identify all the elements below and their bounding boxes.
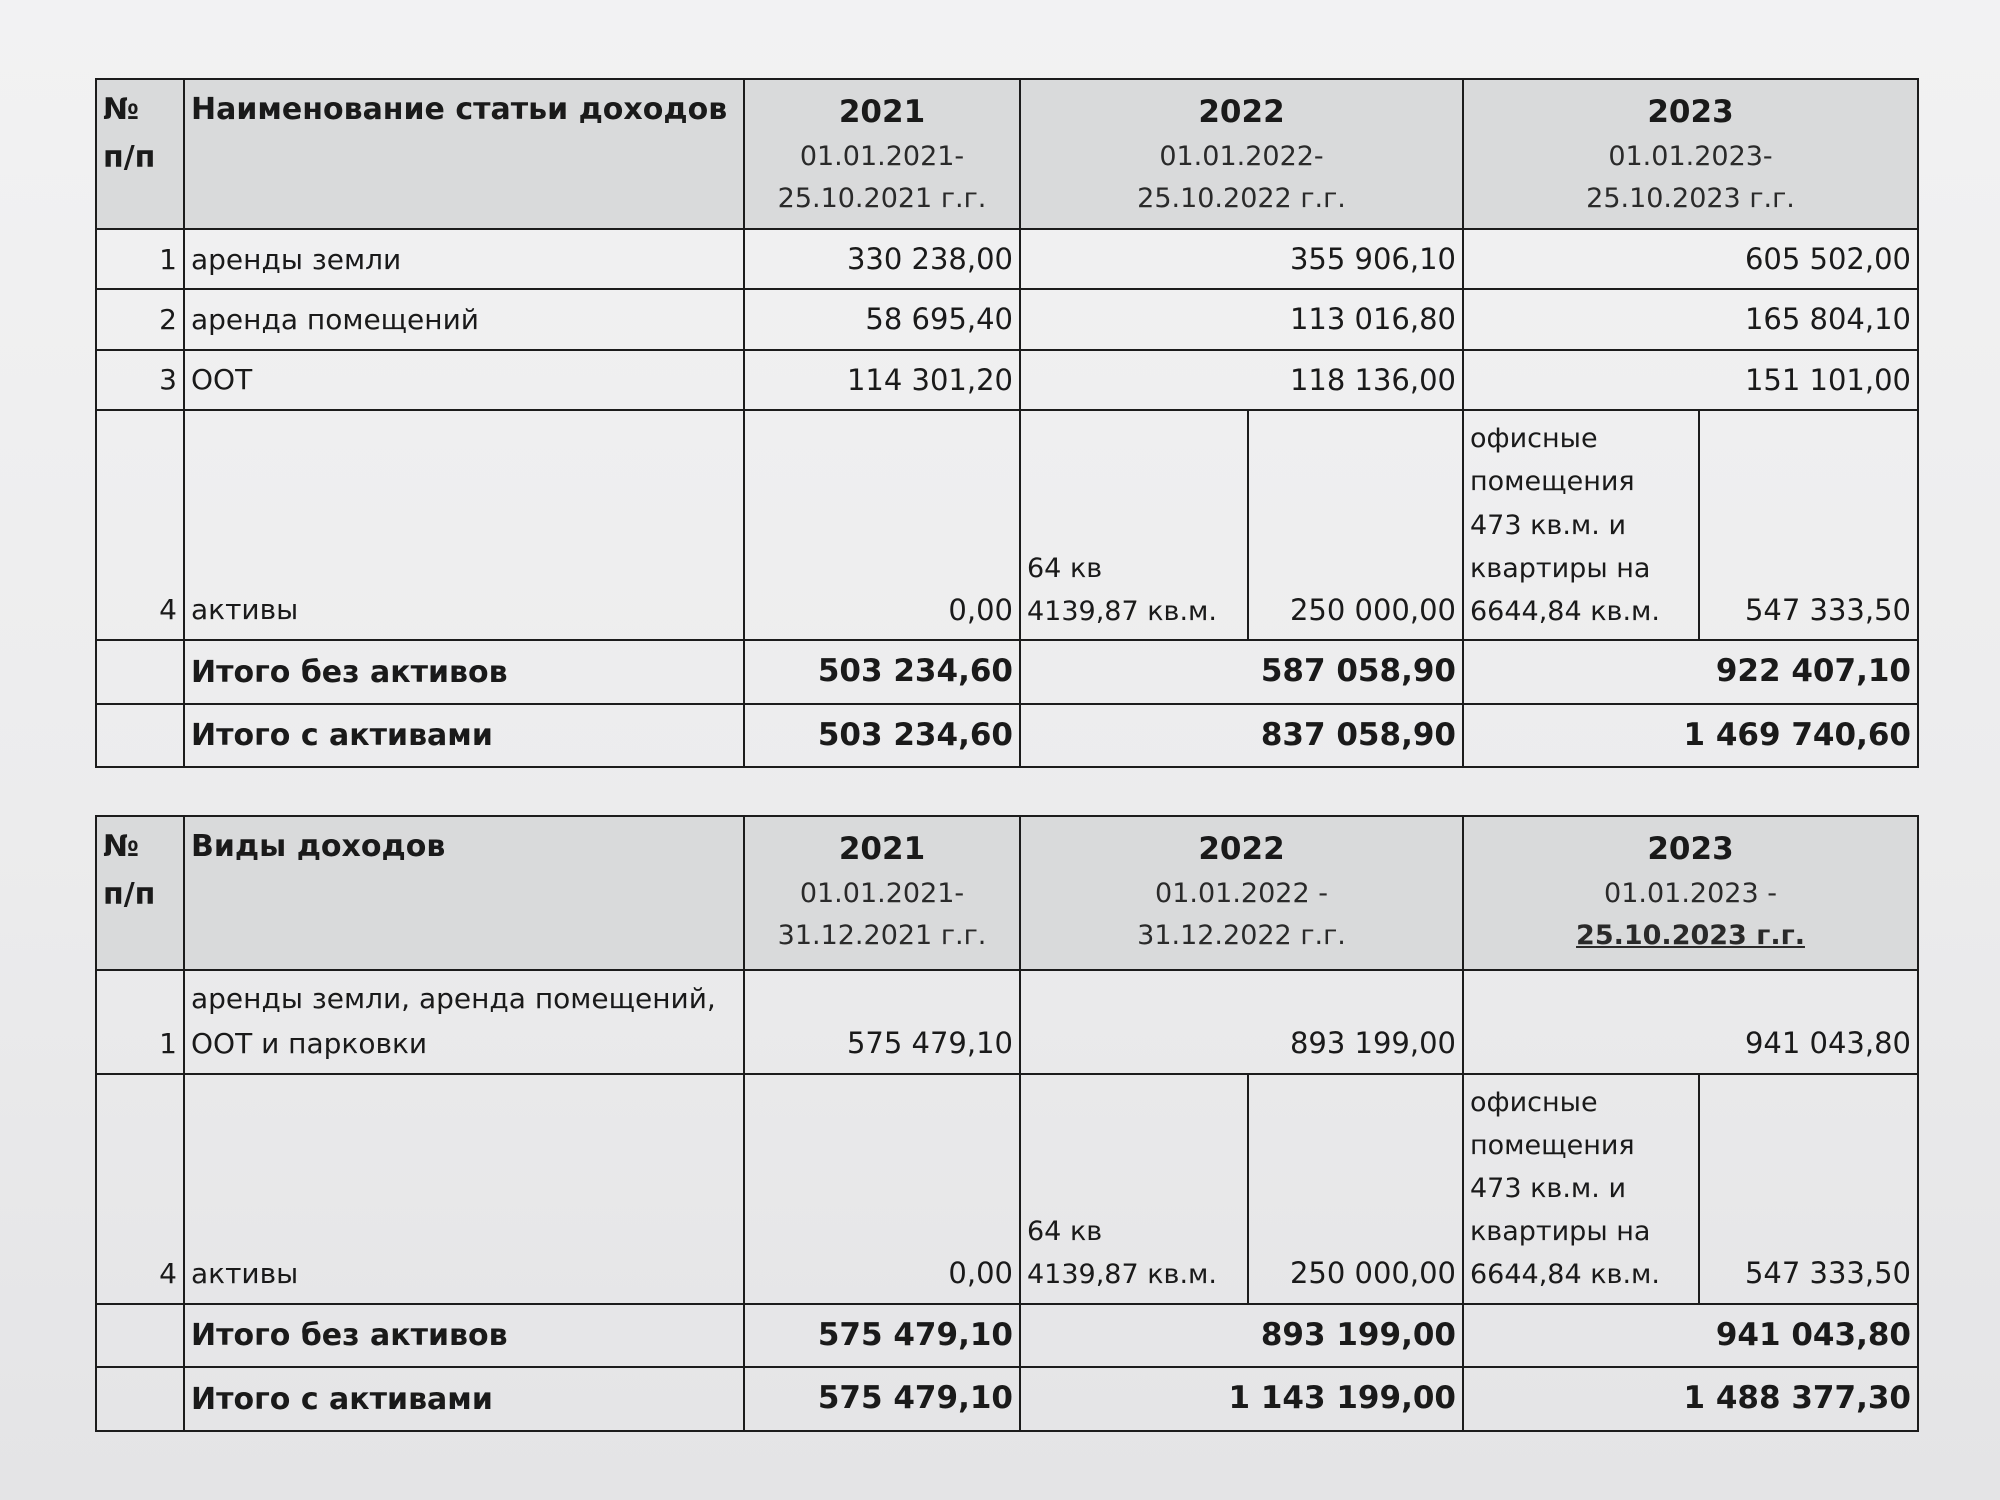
value-2021: 58 695,40 (744, 289, 1020, 349)
income-types-table (95, 815, 1919, 1432)
number-column-header (96, 79, 184, 229)
year-label: 2021 (838, 94, 926, 130)
value-2023: 941 043,80 (1463, 1304, 1918, 1368)
year-2022-header (1020, 79, 1463, 229)
total-with-assets-row (96, 704, 1918, 768)
period-from: 01.01.2023 - (1604, 878, 1777, 910)
value-2023: 1 488 377,30 (1463, 1367, 1918, 1431)
row-name: активы (184, 410, 744, 640)
assets-row (96, 410, 1918, 640)
value-2021: 114 301,20 (744, 350, 1020, 410)
year-label: 2022 (1198, 94, 1285, 130)
row-number: 4 (96, 410, 184, 640)
value-2022: 1 143 199,00 (1020, 1367, 1463, 1431)
value-2023: 605 502,00 (1463, 229, 1918, 289)
table-header-row (96, 816, 1918, 970)
value-2021: 575 479,10 (744, 1367, 1020, 1431)
period-from: 01.01.2023- (1608, 141, 1773, 173)
value-2022: 250 000,00 (1248, 1074, 1463, 1304)
year-2021-header (744, 79, 1020, 229)
empty-cell (96, 1304, 184, 1368)
value-2023: 941 043,80 (1463, 970, 1918, 1074)
year-2021-header (744, 816, 1020, 970)
empty-cell (96, 704, 184, 768)
total-label: Итого с активами (184, 1367, 744, 1431)
value-2022: 587 058,90 (1020, 640, 1463, 704)
number-abbrev: п/п (103, 140, 156, 175)
value-2022: 837 058,90 (1020, 704, 1463, 768)
total-label: Итого без активов (184, 640, 744, 704)
value-2023: 547 333,50 (1699, 1074, 1918, 1304)
row-number: 1 (96, 970, 184, 1074)
assets-description-2022: 64 кв 4139,87 кв.м. (1020, 410, 1248, 640)
assets-row (96, 1074, 1918, 1304)
value-2022: 118 136,00 (1020, 350, 1463, 410)
assets-description-2023: офисные помещения 473 кв.м. и квартиры на 6644,84 кв.м. (1463, 410, 1699, 640)
year-2023-header (1463, 816, 1918, 970)
row-name: активы (184, 1074, 744, 1304)
period-to: 25.10.2023 г.г. (1576, 919, 1805, 951)
name-column-header: Наименование статьи доходов (184, 79, 744, 229)
total-without-assets-row (96, 1304, 1918, 1368)
name-column-header: Виды доходов (184, 816, 744, 970)
row-number: 1 (96, 229, 184, 289)
year-label: 2022 (1198, 831, 1285, 867)
number-sign: № (103, 829, 140, 864)
total-label: Итого с активами (184, 704, 744, 768)
period-from: 01.01.2022- (1159, 141, 1324, 173)
year-label: 2021 (838, 831, 926, 867)
value-2023: 922 407,10 (1463, 640, 1918, 704)
period-to: 25.10.2022 г.г. (1137, 182, 1346, 214)
period-to: 31.12.2021 г.г. (777, 919, 987, 951)
total-without-assets-row (96, 640, 1918, 704)
period-to: 25.10.2023 г.г. (1586, 182, 1795, 214)
period-to: 31.12.2022 г.г. (1137, 919, 1346, 951)
income-items-table (95, 78, 1919, 768)
year-label: 2023 (1647, 94, 1734, 130)
value-2023: 547 333,50 (1699, 410, 1918, 640)
year-2023-header (1463, 79, 1918, 229)
table-row (96, 289, 1918, 349)
value-2021: 503 234,60 (744, 640, 1020, 704)
value-2021: 330 238,00 (744, 229, 1020, 289)
table-header-row (96, 79, 1918, 229)
row-name: аренда помещений (184, 289, 744, 349)
value-2022: 893 199,00 (1020, 970, 1463, 1074)
assets-description-2023: офисные помещения 473 кв.м. и квартиры на 6644,84 кв.м. (1463, 1074, 1699, 1304)
table-row (96, 350, 1918, 410)
total-label: Итого без активов (184, 1304, 744, 1368)
year-label: 2023 (1647, 831, 1734, 867)
value-2022: 355 906,10 (1020, 229, 1463, 289)
year-2022-header (1020, 816, 1463, 970)
period-from: 01.01.2022 - (1155, 878, 1328, 910)
value-2023: 151 101,00 (1463, 350, 1918, 410)
value-2021: 0,00 (744, 1074, 1020, 1304)
number-column-header (96, 816, 184, 970)
period-from: 01.01.2021- (799, 141, 965, 173)
value-2021: 503 234,60 (744, 704, 1020, 768)
table-row (96, 229, 1918, 289)
row-number: 2 (96, 289, 184, 349)
number-sign: № (103, 92, 140, 127)
row-name: аренды земли, аренда помещений, ООТ и парковки (184, 970, 744, 1074)
number-abbrev: п/п (103, 877, 156, 912)
value-2022: 250 000,00 (1248, 410, 1463, 640)
value-2023: 165 804,10 (1463, 289, 1918, 349)
value-2021: 575 479,10 (744, 1304, 1020, 1368)
value-2022: 113 016,80 (1020, 289, 1463, 349)
table-row (96, 970, 1918, 1074)
row-name: ООТ (184, 350, 744, 410)
value-2023: 1 469 740,60 (1463, 704, 1918, 768)
empty-cell (96, 640, 184, 704)
period-to: 25.10.2021 г.г. (777, 182, 987, 214)
row-number: 4 (96, 1074, 184, 1304)
period-from: 01.01.2021- (799, 878, 965, 910)
value-2021: 575 479,10 (744, 970, 1020, 1074)
total-with-assets-row (96, 1367, 1918, 1431)
value-2021: 0,00 (744, 410, 1020, 640)
row-number: 3 (96, 350, 184, 410)
assets-description-2022: 64 кв 4139,87 кв.м. (1020, 1074, 1248, 1304)
row-name: аренды земли (184, 229, 744, 289)
value-2022: 893 199,00 (1020, 1304, 1463, 1368)
empty-cell (96, 1367, 184, 1431)
